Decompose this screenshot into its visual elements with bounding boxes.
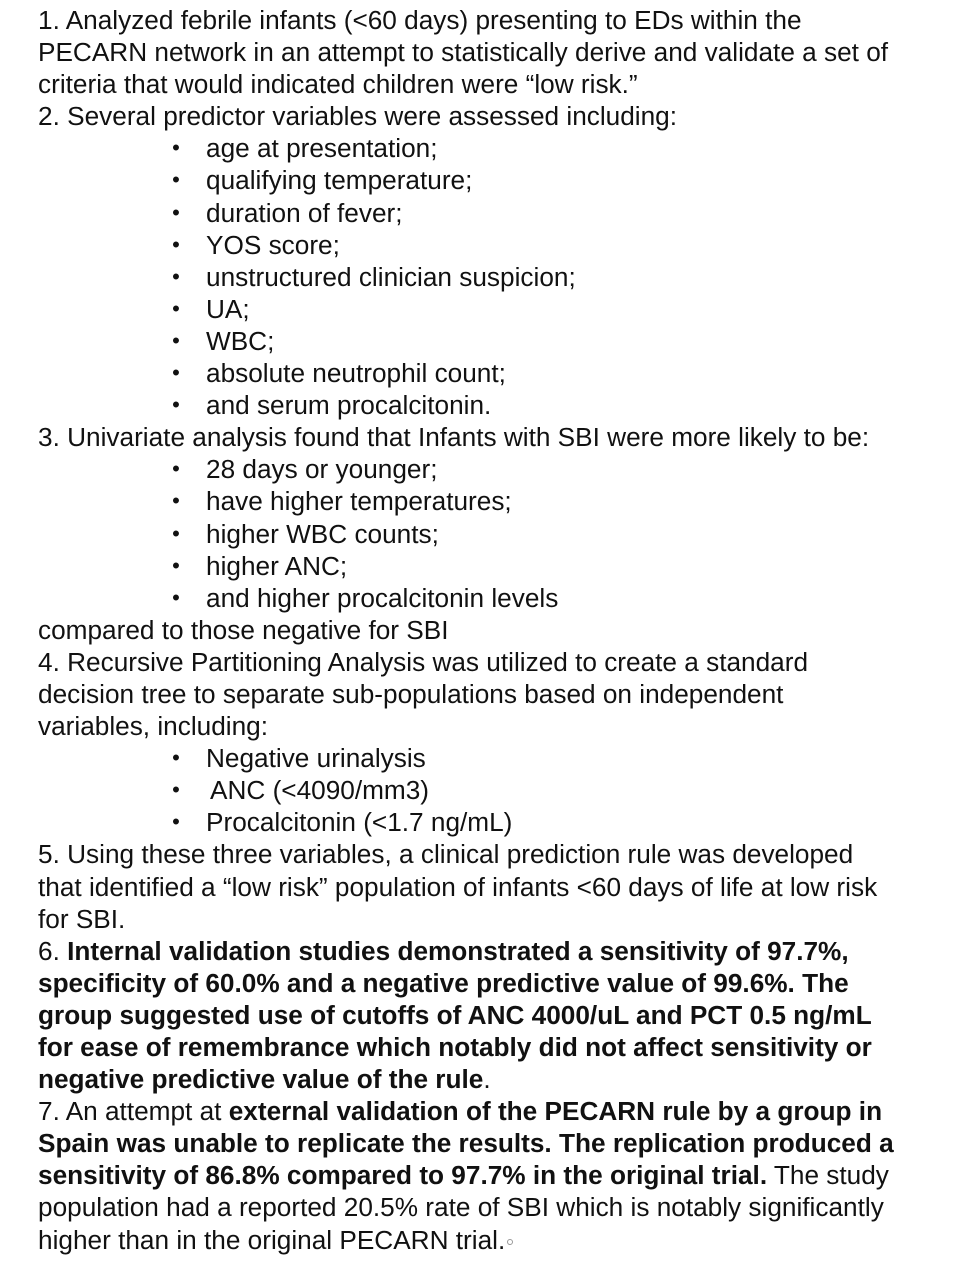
bullet-icon: •	[172, 520, 180, 546]
item-6-text-5: negative predictive value of the rule	[38, 1064, 484, 1095]
item-6-line-1	[38, 935, 938, 967]
item-2-lead-text: Several predictor variables were assessed including:	[67, 101, 678, 132]
list-item	[38, 582, 938, 614]
item-7-line-2	[38, 1127, 938, 1159]
list-item-text: unstructured clinician suspicion;	[206, 261, 576, 292]
bullet-icon: •	[172, 584, 180, 610]
item-5-line-3: for SBI.	[38, 903, 126, 934]
item-7-text-3-plain: The study	[767, 1160, 889, 1191]
list-item-text: WBC;	[206, 325, 275, 356]
bullet-icon: •	[172, 231, 180, 257]
item-6-number: 6.	[38, 935, 60, 966]
list-item	[38, 742, 938, 774]
list-item-text: higher ANC;	[206, 550, 348, 581]
bullet-icon: •	[172, 263, 180, 289]
bullet-icon: •	[172, 327, 180, 353]
bullet-icon: •	[172, 552, 180, 578]
item-1-line-1	[38, 4, 938, 36]
bullet-icon: •	[172, 488, 180, 514]
list-item	[38, 550, 938, 582]
list-item-text: duration of fever;	[206, 197, 403, 228]
list-item-text: and higher procalcitonin levels	[206, 582, 559, 613]
item-6-text-3: group suggested use of cutoffs of ANC 4000/uL and PCT 0.5 ng/mL	[38, 999, 872, 1030]
item-7-line-1	[38, 1095, 938, 1127]
item-5-text-1: Using these three variables, a clinical prediction rule was developed	[67, 839, 854, 870]
item-4-text-1: Recursive Partitioning Analysis was utilized to create a standard	[67, 646, 809, 677]
item-5-number: 5.	[38, 839, 60, 870]
item-1-line-2: PECARN network in an attempt to statistically derive and validate a set of	[38, 37, 889, 68]
item-3-tail: compared to those negative for SBI	[38, 614, 449, 645]
item-7-text-2-bold: Spain was unable to replicate the results. The replication produced a	[38, 1128, 894, 1159]
list-item	[38, 261, 938, 293]
item-6-line-5	[38, 1063, 938, 1095]
bullet-icon: •	[172, 135, 180, 161]
item-7-number: 7.	[38, 1096, 60, 1127]
bullet-icon: •	[172, 360, 180, 386]
item-7-line-4: population had a reported 20.5% rate of SBI which is notably significantly	[38, 1192, 884, 1223]
bullet-icon: •	[172, 199, 180, 225]
item-6-text-2: specificity of 60.0% and a negative predictive value of 99.6%. The	[38, 967, 849, 998]
item-4-line-3: variables, including:	[38, 711, 268, 742]
list-item-text: qualifying temperature;	[206, 165, 473, 196]
list-item-text: and serum procalcitonin.	[206, 390, 492, 421]
item-6-text-4: for ease of remembrance which notably did not affect sensitivity or	[38, 1032, 872, 1062]
list-item	[38, 389, 938, 421]
item-6-text-1: Internal validation studies demonstrated a sensitivity of 97.7%,	[67, 935, 849, 966]
item-6-line-4	[38, 1031, 938, 1063]
list-item	[38, 293, 938, 325]
item-4-line-2: decision tree to separate sub-populations based on independent	[38, 678, 784, 709]
item-3-lead-text: Univariate analysis found that Infants with SBI were more likely to be:	[67, 422, 870, 453]
item-7-text-1-bold: external validation of the PECARN rule by a group in	[228, 1096, 883, 1127]
bullet-icon: •	[172, 777, 180, 803]
list-item	[38, 357, 938, 389]
list-item-text: absolute neutrophil count;	[206, 358, 506, 389]
item-2-bullet-list	[38, 132, 938, 421]
item-1-number: 1.	[38, 5, 60, 35]
item-4-bullet-list	[38, 742, 938, 838]
bullet-icon: •	[172, 167, 180, 193]
list-item	[38, 229, 938, 261]
item-6-end-punct: .	[483, 1064, 491, 1095]
list-item-text: age at presentation;	[206, 133, 438, 164]
bullet-icon: •	[172, 295, 180, 321]
list-item-text: Procalcitonin (<1.7 ng/mL)	[206, 807, 513, 838]
item-4-line-1	[38, 646, 938, 678]
item-4-number: 4.	[38, 646, 60, 677]
item-7-line-5	[38, 1224, 938, 1256]
item-1-text-1: Analyzed febrile infants (<60 days) presenting to EDs within the	[65, 5, 802, 35]
list-item	[38, 774, 938, 806]
list-item-text: Negative urinalysis	[206, 743, 426, 774]
item-3-lead	[38, 421, 938, 453]
item-1-line-3: criteria that would indicated children were “low risk.”	[38, 69, 638, 100]
bullet-icon: •	[172, 392, 180, 418]
list-item	[38, 197, 938, 229]
list-item-text: higher WBC counts;	[206, 518, 439, 549]
item-2-lead	[38, 100, 938, 132]
item-3-number: 3.	[38, 422, 60, 453]
list-item-text: 28 days or younger;	[206, 454, 438, 485]
item-7-line-3	[38, 1159, 938, 1191]
list-item	[38, 325, 938, 357]
list-item-text: have higher temperatures;	[206, 486, 512, 517]
bullet-icon: •	[172, 809, 180, 835]
item-3-bullet-list	[38, 453, 938, 613]
item-2-number: 2.	[38, 101, 60, 132]
list-item-text: ANC (<4090/mm3)	[210, 775, 430, 806]
item-6-line-2	[38, 967, 938, 999]
bullet-icon: •	[172, 745, 180, 771]
list-item-text: UA;	[206, 293, 250, 324]
list-item	[38, 806, 938, 838]
list-item	[38, 164, 938, 196]
list-item	[38, 518, 938, 550]
list-item-text: YOS score;	[206, 229, 340, 260]
item-7-text-5: higher than in the original PECARN trial.	[38, 1224, 506, 1255]
anchor-mark-icon	[507, 1239, 513, 1245]
list-item	[38, 453, 938, 485]
item-5-line-1	[38, 838, 938, 870]
item-7-text-3-bold: sensitivity of 86.8% compared to 97.7% in the original trial.	[38, 1160, 768, 1191]
item-5-line-2: that identified a “low risk” population of infants <60 days of life at low risk	[38, 871, 878, 902]
item-7-text-1-plain: An attempt at	[65, 1096, 229, 1127]
bullet-icon: •	[172, 456, 180, 482]
list-item	[38, 485, 938, 517]
list-item	[38, 132, 938, 164]
item-6-line-3	[38, 999, 938, 1031]
